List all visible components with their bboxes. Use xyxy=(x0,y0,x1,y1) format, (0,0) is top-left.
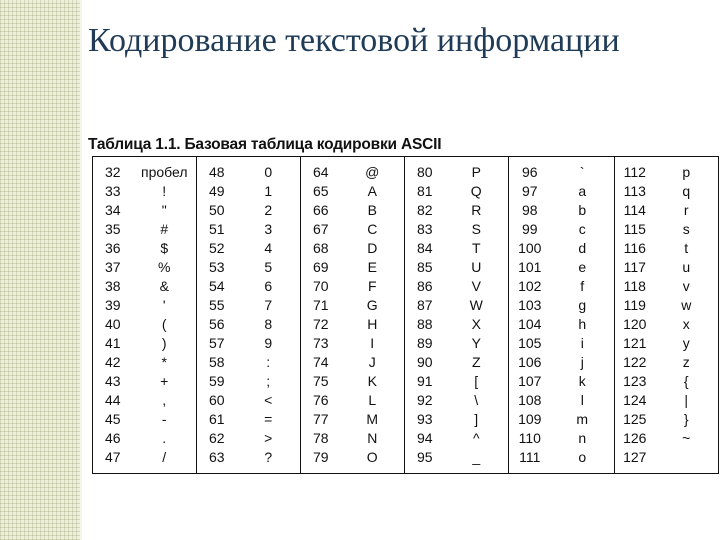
ascii-code: 82 xyxy=(405,201,445,220)
ascii-code: 51 xyxy=(197,220,237,239)
ascii-character: _ xyxy=(472,448,481,465)
ascii-code: 125 xyxy=(615,410,655,429)
ascii-code: 47 xyxy=(104,448,121,465)
ascii-code: 57 xyxy=(197,334,237,353)
ascii-character: ^ xyxy=(472,429,480,446)
ascii-code: 44 xyxy=(104,391,121,408)
table-row xyxy=(93,429,719,448)
ascii-character: n xyxy=(578,429,587,446)
ascii-code: 76 xyxy=(301,391,341,410)
ascii-code: 88 xyxy=(405,315,445,334)
ascii-character: ] xyxy=(474,410,479,427)
ascii-code: 55 xyxy=(197,296,237,315)
ascii-code: 98 xyxy=(509,201,551,220)
ascii-character: @ xyxy=(365,164,380,181)
ascii-code: 85 xyxy=(405,258,445,277)
ascii-code: 70 xyxy=(301,277,341,296)
ascii-code: 95 xyxy=(405,448,445,474)
ascii-character: ~ xyxy=(682,429,691,446)
ascii-character: Y xyxy=(471,334,481,351)
ascii-code: 113 xyxy=(615,182,655,201)
ascii-code: 99 xyxy=(509,220,551,239)
ascii-character: , xyxy=(162,391,167,408)
ascii-character: j xyxy=(580,353,584,370)
ascii-character: ( xyxy=(161,315,167,332)
ascii-code: 46 xyxy=(104,429,121,446)
ascii-character: c xyxy=(578,221,586,238)
ascii-character: q xyxy=(682,183,691,200)
ascii-code: 116 xyxy=(615,239,655,258)
ascii-code: 89 xyxy=(405,334,445,353)
ascii-character: ` xyxy=(579,164,585,181)
ascii-character: y xyxy=(682,334,690,351)
ascii-character: z xyxy=(682,353,690,370)
ascii-code: 38 xyxy=(104,277,121,294)
table-row xyxy=(93,201,719,220)
ascii-code: 86 xyxy=(405,277,445,296)
ascii-code: 122 xyxy=(615,353,655,372)
ascii-character: 4 xyxy=(264,240,273,256)
ascii-code: 92 xyxy=(405,391,445,410)
ascii-code: 117 xyxy=(615,258,655,277)
ascii-character: e xyxy=(578,258,587,275)
ascii-character: [ xyxy=(474,372,479,389)
ascii-code: 65 xyxy=(301,182,341,201)
ascii-code: 106 xyxy=(509,353,551,372)
ascii-code: 54 xyxy=(197,277,237,296)
ascii-code: 104 xyxy=(509,315,551,334)
ascii-code: 64 xyxy=(301,157,341,183)
ascii-code: 48 xyxy=(197,157,237,183)
ascii-code: 49 xyxy=(197,182,237,201)
ascii-code: 121 xyxy=(615,334,655,353)
ascii-character: G xyxy=(366,296,378,313)
ascii-code: 83 xyxy=(405,220,445,239)
ascii-character: " xyxy=(161,202,167,219)
table-row xyxy=(93,296,719,315)
ascii-code: 35 xyxy=(104,221,121,238)
ascii-code: 101 xyxy=(509,258,551,277)
ascii-code: 36 xyxy=(104,240,121,256)
ascii-code: 109 xyxy=(509,410,551,429)
ascii-character: 2 xyxy=(264,202,273,219)
ascii-character: g xyxy=(578,296,587,313)
table-row xyxy=(93,353,719,372)
ascii-code: 52 xyxy=(197,239,237,258)
ascii-code: 97 xyxy=(509,182,551,201)
side-divider xyxy=(80,0,82,540)
ascii-character: Q xyxy=(470,183,482,200)
ascii-character: i xyxy=(580,334,584,351)
ascii-code: 74 xyxy=(301,353,341,372)
ascii-character: $ xyxy=(160,240,169,256)
ascii-code: 58 xyxy=(197,353,237,372)
ascii-character: * xyxy=(161,353,167,370)
ascii-code: 94 xyxy=(405,429,445,448)
ascii-character: r xyxy=(683,202,689,219)
ascii-code: 67 xyxy=(301,220,341,239)
ascii-character: N xyxy=(367,429,378,446)
ascii-character: B xyxy=(367,202,377,219)
ascii-code: 127 xyxy=(615,448,655,474)
ascii-code: 39 xyxy=(104,296,121,313)
table-row xyxy=(93,372,719,391)
ascii-code: 50 xyxy=(197,201,237,220)
ascii-character: K xyxy=(367,372,377,389)
ascii-code: 93 xyxy=(405,410,445,429)
ascii-code: 34 xyxy=(104,202,121,219)
ascii-character: L xyxy=(368,391,377,408)
ascii-code: 96 xyxy=(509,157,551,183)
ascii-character: x xyxy=(682,315,690,332)
ascii-character: d xyxy=(578,240,587,256)
ascii-code: 40 xyxy=(104,315,121,332)
ascii-character: l xyxy=(580,391,584,408)
ascii-code: 100 xyxy=(509,239,551,258)
table-row xyxy=(93,258,719,277)
ascii-character: T xyxy=(471,240,481,256)
ascii-code: 43 xyxy=(104,372,121,389)
ascii-code: 32 xyxy=(104,164,121,181)
ascii-code: 80 xyxy=(405,157,445,183)
ascii-code: 119 xyxy=(615,296,655,315)
ascii-character: { xyxy=(683,372,689,389)
ascii-code: 60 xyxy=(197,391,237,410)
ascii-code: 78 xyxy=(301,429,341,448)
ascii-character: > xyxy=(264,429,273,446)
ascii-code: 68 xyxy=(301,239,341,258)
ascii-character: ) xyxy=(161,334,167,351)
ascii-character: 5 xyxy=(264,258,273,275)
ascii-character: 7 xyxy=(264,296,273,313)
ascii-character: s xyxy=(682,221,690,238)
ascii-code: 75 xyxy=(301,372,341,391)
ascii-character: w xyxy=(681,296,692,313)
ascii-code: 110 xyxy=(509,429,551,448)
ascii-code: 81 xyxy=(405,182,445,201)
ascii-character: f xyxy=(580,277,585,294)
ascii-code: 105 xyxy=(509,334,551,353)
table-row xyxy=(93,239,719,258)
ascii-character: 3 xyxy=(264,221,273,238)
ascii-character: X xyxy=(471,315,481,332)
ascii-code: 72 xyxy=(301,315,341,334)
ascii-character: } xyxy=(683,410,689,427)
ascii-character: o xyxy=(578,448,587,465)
ascii-character: v xyxy=(682,277,690,294)
ascii-character: h xyxy=(578,315,587,332)
ascii-character: | xyxy=(684,391,689,408)
ascii-character: & xyxy=(159,277,169,294)
ascii-character: ! xyxy=(162,183,167,200)
ascii-code: 61 xyxy=(197,410,237,429)
table-row xyxy=(93,277,719,296)
ascii-code: 77 xyxy=(301,410,341,429)
ascii-character: + xyxy=(160,372,169,389)
ascii-character: Z xyxy=(471,353,481,370)
ascii-character: R xyxy=(471,202,482,219)
ascii-code: 42 xyxy=(104,353,121,370)
ascii-character: J xyxy=(368,353,376,370)
ascii-character: U xyxy=(471,258,482,275)
ascii-character: / xyxy=(162,448,167,465)
ascii-character: : xyxy=(266,353,271,370)
ascii-character: - xyxy=(161,410,167,427)
ascii-character: b xyxy=(578,202,587,219)
ascii-code: 33 xyxy=(104,183,121,200)
ascii-code: 56 xyxy=(197,315,237,334)
ascii-character: E xyxy=(367,258,377,275)
ascii-character: p xyxy=(682,164,691,181)
ascii-character: H xyxy=(367,315,378,332)
ascii-character: W xyxy=(469,296,483,313)
ascii-code: 45 xyxy=(104,410,121,427)
ascii-code: 84 xyxy=(405,239,445,258)
ascii-code: 120 xyxy=(615,315,655,334)
ascii-character: 0 xyxy=(264,164,273,181)
table-row xyxy=(93,157,719,183)
ascii-character: ? xyxy=(264,448,273,465)
table-row xyxy=(93,448,719,474)
ascii-code: 107 xyxy=(509,372,551,391)
ascii-code: 37 xyxy=(104,258,121,275)
ascii-character: = xyxy=(264,410,273,427)
ascii-character: C xyxy=(367,221,378,238)
ascii-character: S xyxy=(471,221,481,238)
ascii-code: 63 xyxy=(197,448,237,474)
ascii-character: k xyxy=(578,372,586,389)
ascii-code: 111 xyxy=(509,448,551,474)
ascii-table xyxy=(92,156,719,474)
ascii-code: 102 xyxy=(509,277,551,296)
ascii-character: ; xyxy=(266,372,271,389)
table-row xyxy=(93,391,719,410)
ascii-code: 41 xyxy=(104,334,121,351)
table-row xyxy=(93,315,719,334)
ascii-code: 112 xyxy=(615,157,655,183)
table-row xyxy=(93,334,719,353)
ascii-character: u xyxy=(682,258,691,275)
ascii-character: 1 xyxy=(264,183,273,200)
ascii-character: 8 xyxy=(264,315,273,332)
ascii-code: 90 xyxy=(405,353,445,372)
ascii-character: a xyxy=(578,183,587,200)
ascii-code: 114 xyxy=(615,201,655,220)
ascii-character: ' xyxy=(162,296,166,313)
ascii-code: 87 xyxy=(405,296,445,315)
table-row xyxy=(93,220,719,239)
ascii-character: M xyxy=(366,410,379,427)
ascii-character: t xyxy=(684,240,689,256)
ascii-character: % xyxy=(158,258,171,275)
ascii-code: 108 xyxy=(509,391,551,410)
ascii-code: 59 xyxy=(197,372,237,391)
table-row xyxy=(93,182,719,201)
table-caption: Таблица 1.1. Базовая таблица кодировки ASCII xyxy=(88,136,442,153)
ascii-character: 6 xyxy=(264,277,273,294)
ascii-character: < xyxy=(264,391,273,408)
ascii-code: 62 xyxy=(197,429,237,448)
ascii-character: # xyxy=(160,221,169,238)
ascii-code: 123 xyxy=(615,372,655,391)
ascii-character: \ xyxy=(474,391,479,408)
ascii-character: m xyxy=(576,410,589,427)
ascii-code: 71 xyxy=(301,296,341,315)
ascii-character: A xyxy=(367,183,377,200)
ascii-code: 124 xyxy=(615,391,655,410)
ascii-character xyxy=(655,448,719,474)
ascii-character: O xyxy=(366,448,378,465)
ascii-character: 9 xyxy=(264,334,273,351)
ascii-code: 79 xyxy=(301,448,341,474)
ascii-code: 115 xyxy=(615,220,655,239)
ascii-code: 66 xyxy=(301,201,341,220)
ascii-character: F xyxy=(367,277,377,294)
decorative-side-strip xyxy=(0,0,80,540)
ascii-character: . xyxy=(162,429,167,446)
ascii-code: 126 xyxy=(615,429,655,448)
ascii-code: 73 xyxy=(301,334,341,353)
ascii-character: I xyxy=(370,334,375,351)
ascii-code: 103 xyxy=(509,296,551,315)
ascii-code: 53 xyxy=(197,258,237,277)
table-row xyxy=(93,410,719,429)
ascii-code: 118 xyxy=(615,277,655,296)
ascii-character: D xyxy=(367,240,378,256)
ascii-code: 69 xyxy=(301,258,341,277)
ascii-table-body xyxy=(93,157,719,474)
ascii-code: 91 xyxy=(405,372,445,391)
ascii-character: P xyxy=(471,164,481,181)
ascii-character: пробел xyxy=(140,164,188,181)
ascii-character: V xyxy=(471,277,481,294)
slide-title: Кодирование текстовой информации xyxy=(88,22,620,59)
